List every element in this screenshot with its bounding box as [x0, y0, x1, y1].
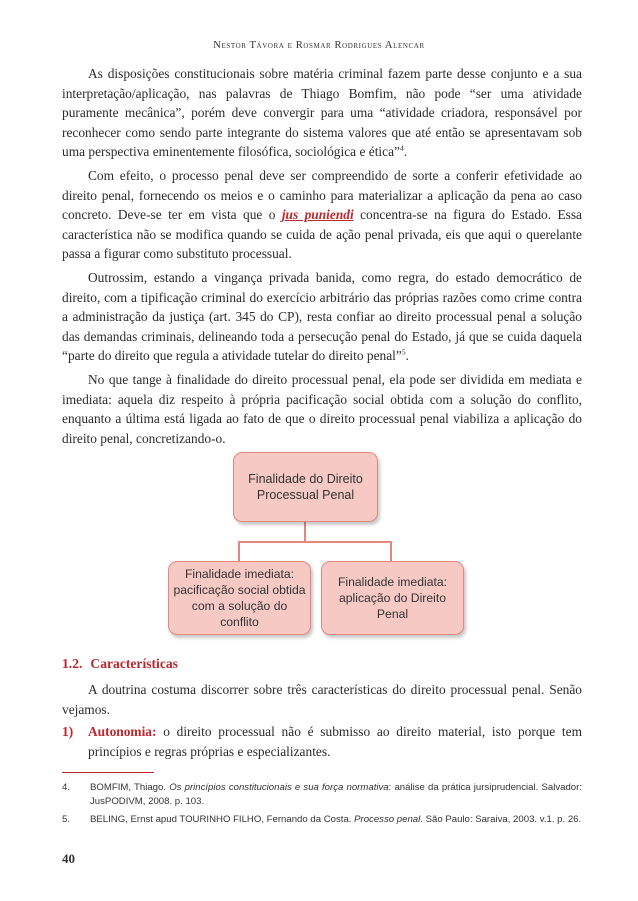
section-intro: A doutrina costuma discorrer sobre três características do direito processual penal. Senão vejamos. — [62, 682, 582, 717]
connector-right-drop — [390, 541, 392, 562]
footnotes — [62, 781, 582, 827]
footnote-ref-5[interactable]: 5 — [401, 347, 406, 357]
paragraph-2: Com efeito, o processo penal deve ser compreendido de sorte a conferir efetividade ao direito penal, fornecendo os meios e o caminho para materializar a aplicação da pena ao caso concreto. Deve-se ter em vista que o jus puniendi concentra-se na figura do Estado. Essa característica não se modifica quando se cuida de ação penal privada, eis que aqui o querelante passa a figurar como substituto processual. — [62, 167, 583, 262]
list-item-autonomia: 1) Autonomia: o direito processual não é submisso ao direito material, isto porque tem princípios e regras próprias e especializantes. — [62, 724, 582, 759]
jus-puniendi-term: jus puniendi — [281, 207, 354, 223]
paragraph-4: No que tange à finalidade do direito processual penal, ela pode ser dividida em mediata e imediata: aquela diz respeito à própria pacificação social obtida com a solução do conflito, enquanto a última está ligada ao fato de que o direito processual penal viabiliza a aplicação do direito penal, concretizando-o. — [62, 371, 582, 446]
page-number: 40 — [62, 851, 75, 866]
connector-vertical-top — [304, 520, 306, 542]
connector-left-drop — [238, 541, 240, 562]
diagram-box-pacificacao: Finalidade imediata: pacificação social obtida com a solução do conflito — [168, 561, 311, 635]
autonomia-term: Autonomia: — [88, 724, 157, 739]
body-text — [62, 64, 582, 448]
diagram-box-aplicacao: Finalidade imediata: aplicação do Direito Penal — [321, 561, 464, 635]
section-heading: 1.2. Características — [62, 656, 178, 671]
footnote-5: 5. BELING, Ernst apud TOURINHO FILHO, Fernando da Costa. Processo penal. São Paulo: Saraiva, 2003. v.1. p. 26. — [62, 814, 582, 825]
running-head: Nestor Távora e Rosmar Rodrigues Alencar — [213, 40, 425, 51]
footnote-4: 4. BOMFIM, Thiago. Os princípios constitucionais e sua força normativa: análise da prática jursiprudencial. Salvador: JusPODIVM, 2008. p. 103. — [62, 782, 582, 807]
paragraph-3: Outrossim, estando a vingança privada banida, como regra, do estado democrático de direito, com a tipificação criminal do exercício arbitrário das próprias razões como crime contra a administração da justiça (art. 345 do CP), resta confiar ao direito processual penal a solução das demandas criminais, delineando toda a persecução penal do Estado, já que se cuida daquela “parte do direito que regula a atividade tutelar do direito penal”$^5$. — [62, 269, 582, 364]
footnote-ref-4[interactable]: 4 — [399, 143, 404, 153]
paragraph-1: As disposições constitucionais sobre matéria criminal fazem parte desse conjunto e a sua interpretação/aplicação, nas palavras de Thiago Bomfim, não pode “ser uma atividade puramente mecânica”, porém deve convergir para uma “atividade criadora, responsável por reconhecer como sendo parte integrante do sistema valores que até então se apresentavam sob uma perspectiva eminentemente filosófica, sociológica e ética”$^4$. — [62, 66, 582, 160]
connector-horizontal — [238, 541, 392, 543]
footnote-divider — [62, 772, 154, 773]
diagram-box-finalidade: Finalidade do Direito Processual Penal — [233, 452, 378, 522]
